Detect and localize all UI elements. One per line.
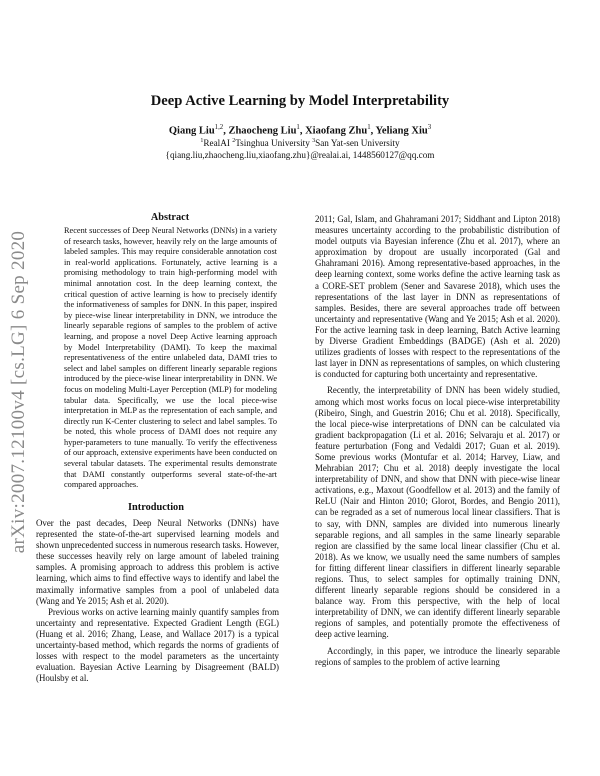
body-paragraph: Recently, the interpretability of DNN has been widely studied, among which most works focus on local piece-wise interpretability (Ribeiro, Singh, and Guestrin 2016; Chu et al. 2018). Specifically, the local piece-wise interpretations of DNN can be calculated via gradient backpropagation (Li et al. 2016; Selvaraju et al. 2017) or feature perturbation (Fong and Vedaldi 2017; Guan et al. 2019). Some previous works (Montufar et al. 2014; Harvey, Liaw, and Mehrabian 2017; Chu et al. 2018) deeply investigate the local interpretability of DNN, and show that DNN with piece-wise linear activations, e.g., Maxout (Goodfellow et al. 2013) and the family of ReLU (Nair and Hinton 2010; Glorot, Bordes, and Bengio 2011), can be regraded as a set of numerous local linear classifiers. That is to say, with DNN, samples are divided into numerous linearly separable regions, and all samples in the same linearly separable region are classified by the same local linear classifier (Chu et al. 2018). As we know, we usually need the same numbers of samples for fitting different linear classifiers in different linearly separable regions. Thus, to select samples for optimally training DNN, different linearly separable regions should be considered in a balance way. From this perspective, with the help of local interpretability of DNN, we can identify different linearly separable regions of samples, and potentially promote the effectiveness of deep active learning. xyxy=(315,385,560,640)
author-affil-mark: 3 xyxy=(427,124,432,131)
body-paragraph: 2011; Gal, Islam, and Ghahramani 2017; Siddhant and Lipton 2018) measures uncertainty according to the probabilistic distribution of model outputs via Bayesian inference (Zhu et al. 2017), where an approximation by dropout are usually incorporated (Gal and Ghahramani 2016). Among representative-based approaches, in the deep learning context, some works define the active learning task as a CORE-SET problem (Sener and Savarese 2018), which uses the representations of the last layer in DNN as representations of samples. Besides, there are several approaches trade off between uncertainty and representative (Wang and Ye 2015; Ash et al. 2020). For the active learning task in deep learning, Batch Active learning by Diverse Gradient Embeddings (BADGE) (Ash et al. 2020) utilizes gradients of losses with respect to the representations of the last layer in DNN as representations of samples, on which clustering is conducted for capturing both uncertainty and representative. xyxy=(315,214,560,380)
introduction-heading: Introduction xyxy=(128,502,184,513)
abstract-heading: Abstract xyxy=(150,212,190,223)
right-column-text xyxy=(315,214,560,668)
arxiv-stamp-text: arXiv:2007.12100v4 [cs.LG] 6 Sep 2020 xyxy=(8,230,30,554)
introduction-text xyxy=(36,518,279,684)
author-name: Zhaocheng Liu xyxy=(228,125,297,137)
abstract-text xyxy=(64,226,277,491)
affil-mark: 1 xyxy=(200,138,204,144)
affiliations xyxy=(0,138,600,148)
author-name: Xiaofang Zhu xyxy=(305,125,368,137)
abstract-paragraph: Recent successes of Deep Neural Networks (DNNs) in a variety of research tasks, however, heavily rely on the large amounts of labeled samples. This may require considerable annotation cost in real-world applications. Fortunately, active learning is a promising methodology to train high-performing model with minimal annotation cost. In the deep learning context, the critical question of active learning is how to precisely identify the informativeness of samples for DNN. In this paper, inspired by piece-wise linear interpretability in DNN, we introduce the linearly separable regions of samples to the problem of active learning, and propose a novel Deep Active learning approach by Model Interpretability (DAMI). To keep the maximal representativeness of the entire unlabeled data, DAMI tries to select and label samples on different linearly separable regions introduced by the piece-wise linear interpretability in DNN. We focus on modeling Multi-Layer Perception (MLP) for modeling tabular data. Specifically, we use the local piece-wise interpretation in MLP as the representation of each sample, and directly run K-Center clustering to select and label samples. To be noted, this whole process of DAMI does not require any hyper-parameters to tune manually. To verify the effectiveness of our approach, extensive experiments have been conducted on several tabular datasets. The experimental results demonstrate that DAMI constantly outperforms several state-of-the-art compared approaches. xyxy=(64,226,277,490)
affiliation: RealAI xyxy=(203,138,230,149)
author-list: Qiang Liu$^{1,2}$, Zhaocheng Liu$^1$, Xiaofang Zhu$^1$, Yeliang Xiu$^3$ xyxy=(168,124,432,137)
affiliation: Tsinghua University xyxy=(235,138,310,149)
affiliation: San Yat-sen University xyxy=(315,138,400,149)
affil-mark: 2 xyxy=(232,138,236,144)
body-paragraph: Previous works on active learning mainly quantify samples from uncertainty and representative. Expected Gradient Length (EGL) (Huang et al. 2016; Zhang, Lease, and Wallace 2017) is a typical uncertainty-based method, which regards the norms of gradients of losses with respect to the model parameters as the uncertainty evaluation. Bayesian Active Learning by Disagreement (BALD) (Houlsby et al. xyxy=(36,606,279,684)
author-affil-mark: 1 xyxy=(296,124,300,131)
author-name: Yeliang Xiu xyxy=(375,125,428,137)
author-affil-mark: 1,2 xyxy=(214,124,224,131)
author-affil-mark: 1 xyxy=(367,124,371,131)
author-name: Qiang Liu xyxy=(168,125,215,137)
body-paragraph: Accordingly, in this paper, we introduce the linearly separable regions of samples to the problem of active learning xyxy=(315,645,560,667)
affil-mark: 3 xyxy=(312,138,316,144)
author-emails: {qiang.liu,zhaocheng.liu,xiaofang.zhu}@realai.ai, 1448560127@qq.com xyxy=(165,150,435,160)
arxiv-stamp xyxy=(2,208,36,576)
body-paragraph: Over the past decades, Deep Neural Networks (DNNs) have represented the state-of-the-art supervised learning models and shown unprecedented success in numerous research tasks. However, these successes heavily rely on large amount of labeled training samples. A promising approach to address this problem is active learning, which aims to find effective ways to identify and label the maximally informative samples from a pool of unlabeled data (Wang and Ye 2015; Ash et al. 2020). xyxy=(36,518,279,606)
paper-title: Deep Active Learning by Model Interpretability xyxy=(150,93,450,109)
